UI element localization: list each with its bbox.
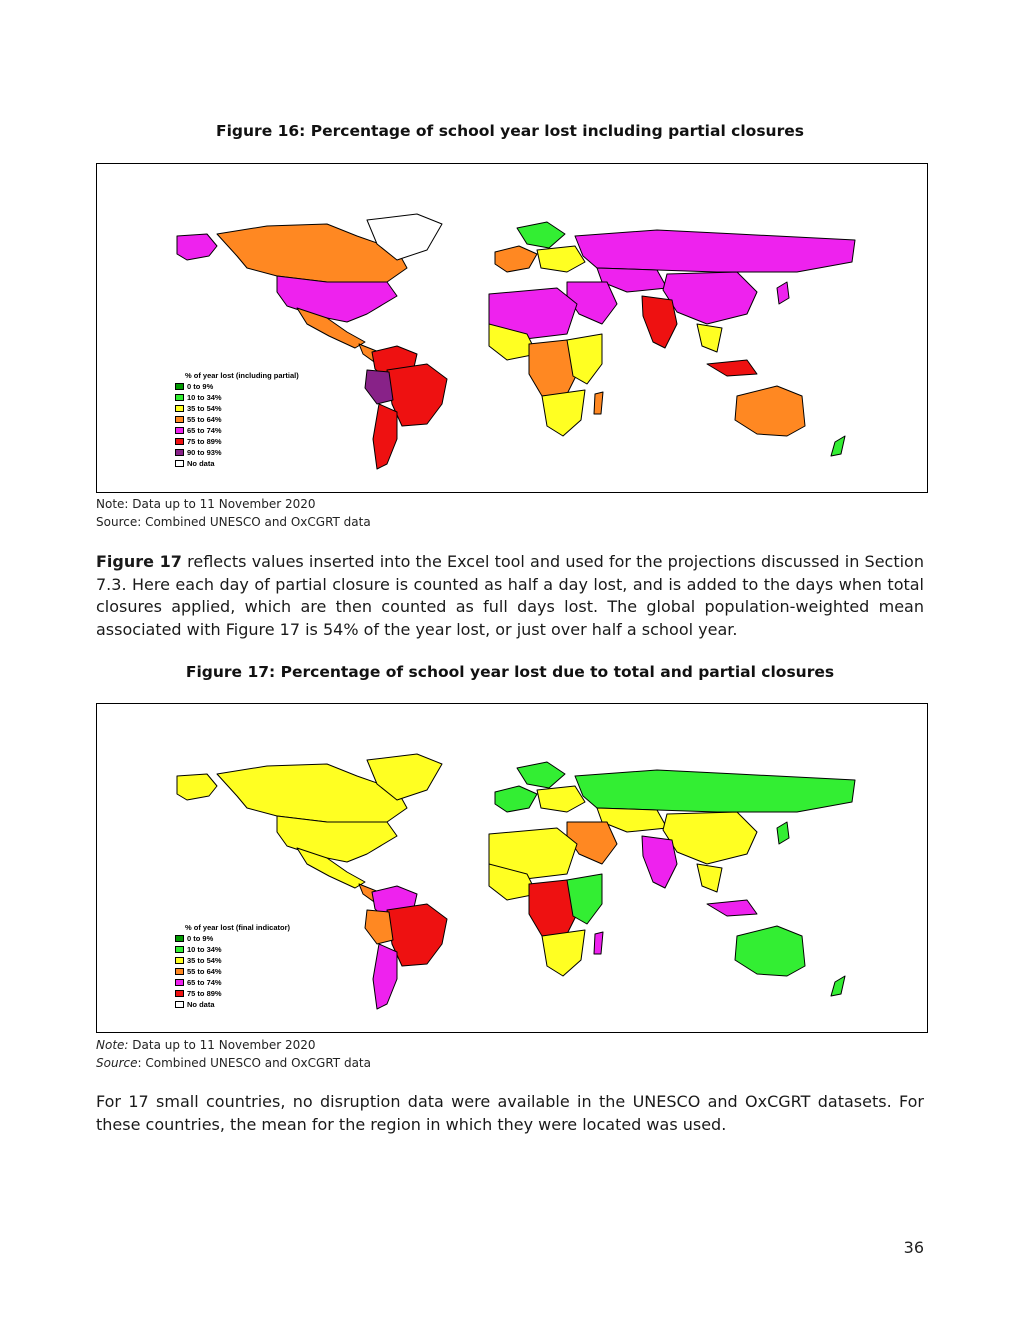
region-southern-africa [542, 930, 585, 976]
region-madagascar [594, 392, 603, 414]
note-text: Data up to 11 November 2020 [128, 1038, 316, 1052]
legend-row [175, 381, 299, 392]
source-text: Combined UNESCO and OxCGRT data [141, 515, 371, 529]
page-number: 36 [903, 1238, 924, 1257]
figure-16-caption: Figure 16: Percentage of school year lost including partial closures [216, 122, 804, 140]
figure-17-legend [175, 922, 290, 1010]
region-new-zealand [831, 436, 845, 456]
legend-label: 10 to 34% [187, 393, 222, 402]
legend-swatch [175, 957, 184, 964]
source-label: Source: [96, 515, 142, 529]
region-china [663, 272, 757, 324]
legend-swatch [175, 460, 184, 467]
legend-swatch [175, 438, 184, 445]
region-southeast-asia [697, 324, 722, 352]
note-label: Note: [96, 1038, 129, 1052]
figure-16-notes [96, 495, 371, 531]
region-australia [735, 386, 805, 436]
legend-label: 75 to 89% [187, 989, 222, 998]
legend-swatch [175, 935, 184, 942]
region-peru-bolivia [365, 910, 393, 944]
region-eastern-europe [537, 246, 585, 272]
legend-row [175, 414, 299, 425]
legend-row [175, 966, 290, 977]
paragraph-text: reflects values inserted into the Excel tool and used for the projections discussed in Section 7.3. Here each day of partial closure is counted as half a day lost, and is added to the days when total closures applied, which are then counted as full days lost. The global population-weighted mean associated with Figure 17 is 54% of the year lost, or just over half a school year. [96, 552, 924, 639]
region-usa [277, 276, 397, 322]
region-indonesia [707, 900, 757, 916]
legend-row [175, 403, 299, 414]
legend-label: 90 to 93% [187, 448, 222, 457]
region-russia [575, 770, 855, 812]
legend-swatch [175, 990, 184, 997]
legend-swatch [175, 946, 184, 953]
region-peru-bolivia [365, 370, 393, 404]
figure-16-note [96, 495, 371, 513]
legend-row [175, 988, 290, 999]
legend-label: 10 to 34% [187, 945, 222, 954]
paragraph-lead: Figure 17 [96, 552, 182, 571]
legend-label: 35 to 54% [187, 956, 222, 965]
region-madagascar [594, 932, 603, 954]
legend-label: 0 to 9% [187, 934, 214, 943]
region-russia [575, 230, 855, 272]
legend-swatch [175, 979, 184, 986]
region-china [663, 812, 757, 864]
region-india [642, 836, 677, 888]
region-southern-cone [373, 404, 397, 469]
figure-17-notes [96, 1036, 371, 1072]
legend-row [175, 933, 290, 944]
legend-row [175, 955, 290, 966]
legend-row [175, 458, 299, 469]
region-southern-africa [542, 390, 585, 436]
region-western-europe [495, 246, 537, 272]
legend-swatch [175, 383, 184, 390]
region-india [642, 296, 677, 348]
region-western-europe [495, 786, 537, 812]
figure-17-caption: Figure 17: Percentage of school year lost due to total and partial closures [185, 663, 835, 681]
legend-row [175, 999, 290, 1010]
note-label: Note: [96, 497, 129, 511]
legend-label: 0 to 9% [187, 382, 214, 391]
region-scandinavia [517, 762, 565, 788]
legend-swatch [175, 416, 184, 423]
legend-label: No data [187, 1000, 215, 1009]
legend-label: 65 to 74% [187, 978, 222, 987]
region-southeast-asia [697, 864, 722, 892]
figure-17-map [96, 703, 928, 1033]
note-text: Data up to 11 November 2020 [128, 497, 316, 511]
legend-swatch [175, 968, 184, 975]
figure-17-source [96, 1054, 371, 1072]
legend-label: 55 to 64% [187, 415, 222, 424]
legend-row [175, 425, 299, 436]
figure-16-source [96, 513, 371, 531]
legend-row [175, 447, 299, 458]
legend-row [175, 977, 290, 988]
legend-swatch [175, 449, 184, 456]
legend-label: 75 to 89% [187, 437, 222, 446]
region-new-zealand [831, 976, 845, 996]
region-japan [777, 822, 789, 844]
legend-row [175, 392, 299, 403]
legend-swatch [175, 394, 184, 401]
region-eastern-europe [537, 786, 585, 812]
legend-row [175, 944, 290, 955]
region-indonesia [707, 360, 757, 376]
region-alaska [177, 774, 217, 800]
region-scandinavia [517, 222, 565, 248]
source-label: Source [96, 1056, 138, 1070]
legend-title: % of year lost (final indicator) [185, 923, 291, 932]
figure-17-note [96, 1036, 371, 1054]
source-text: : Combined UNESCO and OxCGRT data [137, 1056, 371, 1070]
legend-swatch [175, 405, 184, 412]
legend-row [175, 436, 299, 447]
legend-label: 55 to 64% [187, 967, 222, 976]
legend-label: 35 to 54% [187, 404, 222, 413]
figure-16-legend [175, 370, 299, 469]
body-paragraph-2: For 17 small countries, no disruption data were available in the UNESCO and OxCGRT datasets. For these countries, the mean for the region in which they were located was used. [96, 1092, 924, 1134]
legend-label: No data [187, 459, 215, 468]
region-alaska [177, 234, 217, 260]
figure-16-map [96, 163, 928, 493]
region-japan [777, 282, 789, 304]
legend-swatch [175, 427, 184, 434]
body-paragraph-1 [96, 551, 924, 641]
legend-label: 65 to 74% [187, 426, 222, 435]
region-australia [735, 926, 805, 976]
region-southern-cone [373, 944, 397, 1009]
legend-title: % of year lost (including partial) [185, 371, 299, 380]
region-usa [277, 816, 397, 862]
legend-swatch [175, 1001, 184, 1008]
